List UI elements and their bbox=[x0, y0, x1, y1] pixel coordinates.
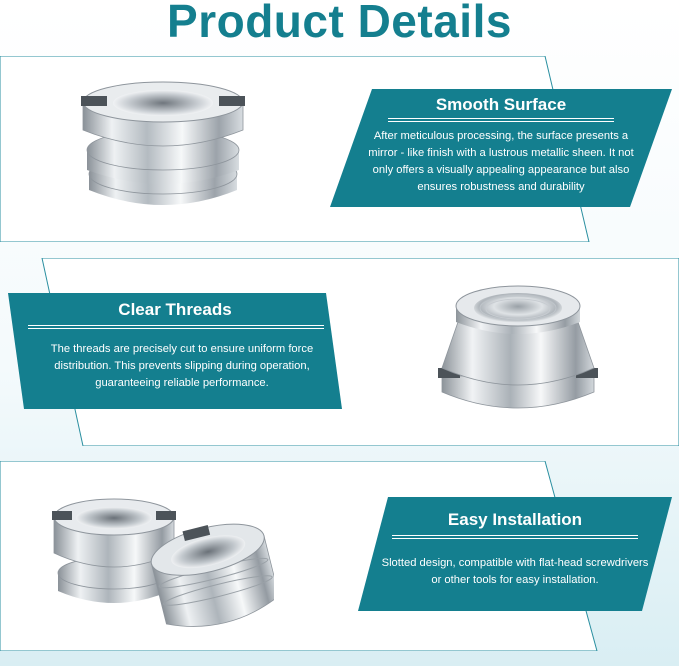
section-description: The threads are precisely cut to ensure uniform force distribution. This prevents slipping during operation, guaranteeing reliable performance. bbox=[50, 343, 314, 389]
section-easy-installation bbox=[0, 461, 679, 651]
banner-easy-installation bbox=[358, 497, 672, 611]
title-underline bbox=[392, 535, 638, 536]
title-underline-secondary bbox=[392, 538, 638, 539]
section-title: Smooth Surface bbox=[435, 95, 567, 114]
title-underline-secondary bbox=[28, 328, 324, 329]
title-underline bbox=[28, 325, 324, 326]
section-title: Easy Installation bbox=[447, 510, 583, 529]
banner-clear-threads bbox=[8, 293, 342, 409]
section-title: Clear Threads bbox=[118, 300, 232, 319]
title-underline bbox=[388, 118, 614, 119]
thread-adapter-threaded-bore-image bbox=[436, 284, 600, 430]
slotted-thread-adapter-side-image bbox=[75, 78, 251, 212]
page-title: Product Details bbox=[167, 0, 512, 47]
title-underline-secondary bbox=[388, 121, 614, 122]
banner-smooth-surface bbox=[330, 89, 672, 207]
section-description: After meticulous processing, the surface presents a mirror - like finish with a lustrous metallic sheen. It not only offers a visually appealing appearance but also ensures robustness and durability bbox=[368, 130, 634, 193]
section-clear-threads bbox=[0, 258, 679, 446]
section-smooth-surface bbox=[0, 56, 679, 242]
section-description: Slotted design, compatible with flat-head screwdrivers or other tools for easy installation. bbox=[381, 557, 649, 586]
two-thread-adapters-pair-image bbox=[44, 495, 274, 641]
